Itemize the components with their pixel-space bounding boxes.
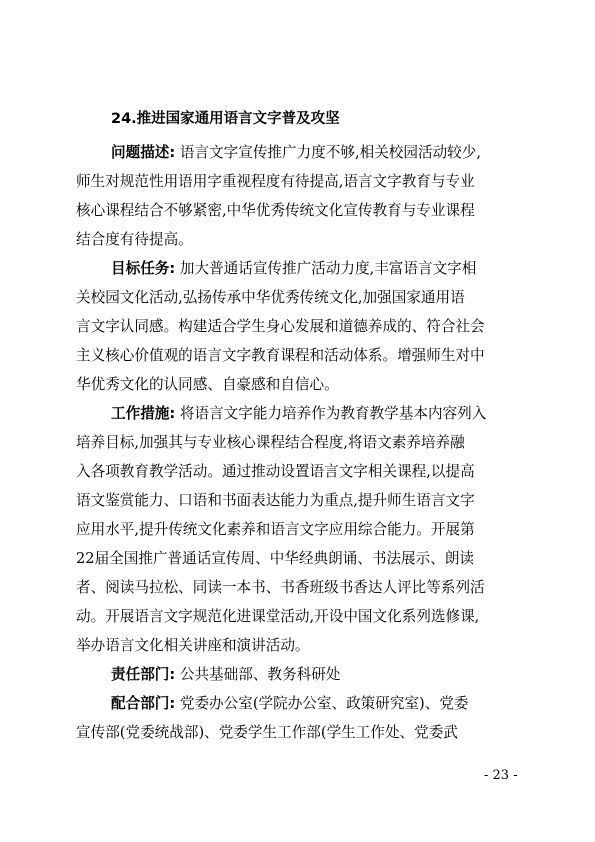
paragraph-line: 师生对规范性用语用字重视程度有待提高,语言文字教育与专业 (76, 173, 475, 190)
paragraph-line: 言文字认同感。构建适合学生身心发展和道德养成的、符合社会 (76, 318, 485, 335)
paragraph-line (111, 259, 476, 279)
paragraph-line: 入各项教育教学活动。通过推动设置语言文字相关课程,以提高 (76, 463, 475, 480)
line-text: 加大普通话宣传推广活动力度,丰富语言文字相 (179, 260, 477, 277)
line-text: 语言文字宣传推广力度不够,相关校园活动较少, (179, 144, 482, 161)
paragraph-line (111, 694, 469, 714)
paragraph-line: 关校园文化活动,弘扬传承中华优秀传统文化,加强国家通用语 (76, 289, 465, 306)
paragraph-line: 动。开展语言文字规范化进课堂活动,开设中国文化系列选修课, (76, 608, 480, 625)
problem-label: 问题描述: (111, 144, 176, 161)
paragraph-line: 主义核心价值观的语言文字教育课程和活动体系。增强师生对中 (76, 347, 485, 364)
paragraph-line: 华优秀文化的认同感、自豪感和自信心。 (76, 376, 339, 393)
responsible-label: 责任部门: (111, 666, 176, 683)
line-text: 党委办公室(学院办公室、政策研究室)、党委 (179, 695, 469, 712)
line-text: 将语言文字能力培养作为教育教学基本内容列入 (179, 405, 487, 422)
paragraph-line: 22届全国推广普通话宣传周、中华经典朗诵、书法展示、朗读 (76, 550, 475, 567)
section-heading: 24.推进国家通用语言文字普及攻坚 (111, 111, 340, 127)
measures-label: 工作措施: (111, 405, 176, 422)
paragraph-line: 语文鉴赏能力、口语和书面表达能力为重点,提升师生语言文字 (76, 492, 475, 509)
paragraph-line: 培养目标,加强其与专业核心课程结合程度,将语文素养培养融 (76, 434, 465, 451)
line-text: 公共基础部、教务科研处 (179, 666, 341, 683)
paragraph-line (111, 143, 481, 163)
page-number: - 23 - (484, 768, 518, 783)
paragraph-line: 者、阅读马拉松、同读一本书、书香班级书香达人评比等系列活 (76, 579, 485, 596)
paragraph-line: 应用水平,提升传统文化素养和语言文字应用综合能力。开展第 (76, 521, 475, 538)
paragraph-line (111, 665, 340, 685)
paragraph-line: 核心课程结合不够紧密,中华优秀传统文化宣传教育与专业课程 (76, 202, 475, 219)
paragraph-line (111, 404, 486, 424)
paragraph-line: 宣传部(党委统战部)、党委学生工作部(学生工作处、党委武 (76, 724, 458, 741)
paragraph-line: 结合度有待提高。 (76, 231, 193, 248)
paragraph-line: 举办语言文化相关讲座和演讲活动。 (76, 637, 310, 654)
target-label: 目标任务: (111, 260, 176, 277)
cooperating-label: 配合部门: (111, 695, 176, 712)
